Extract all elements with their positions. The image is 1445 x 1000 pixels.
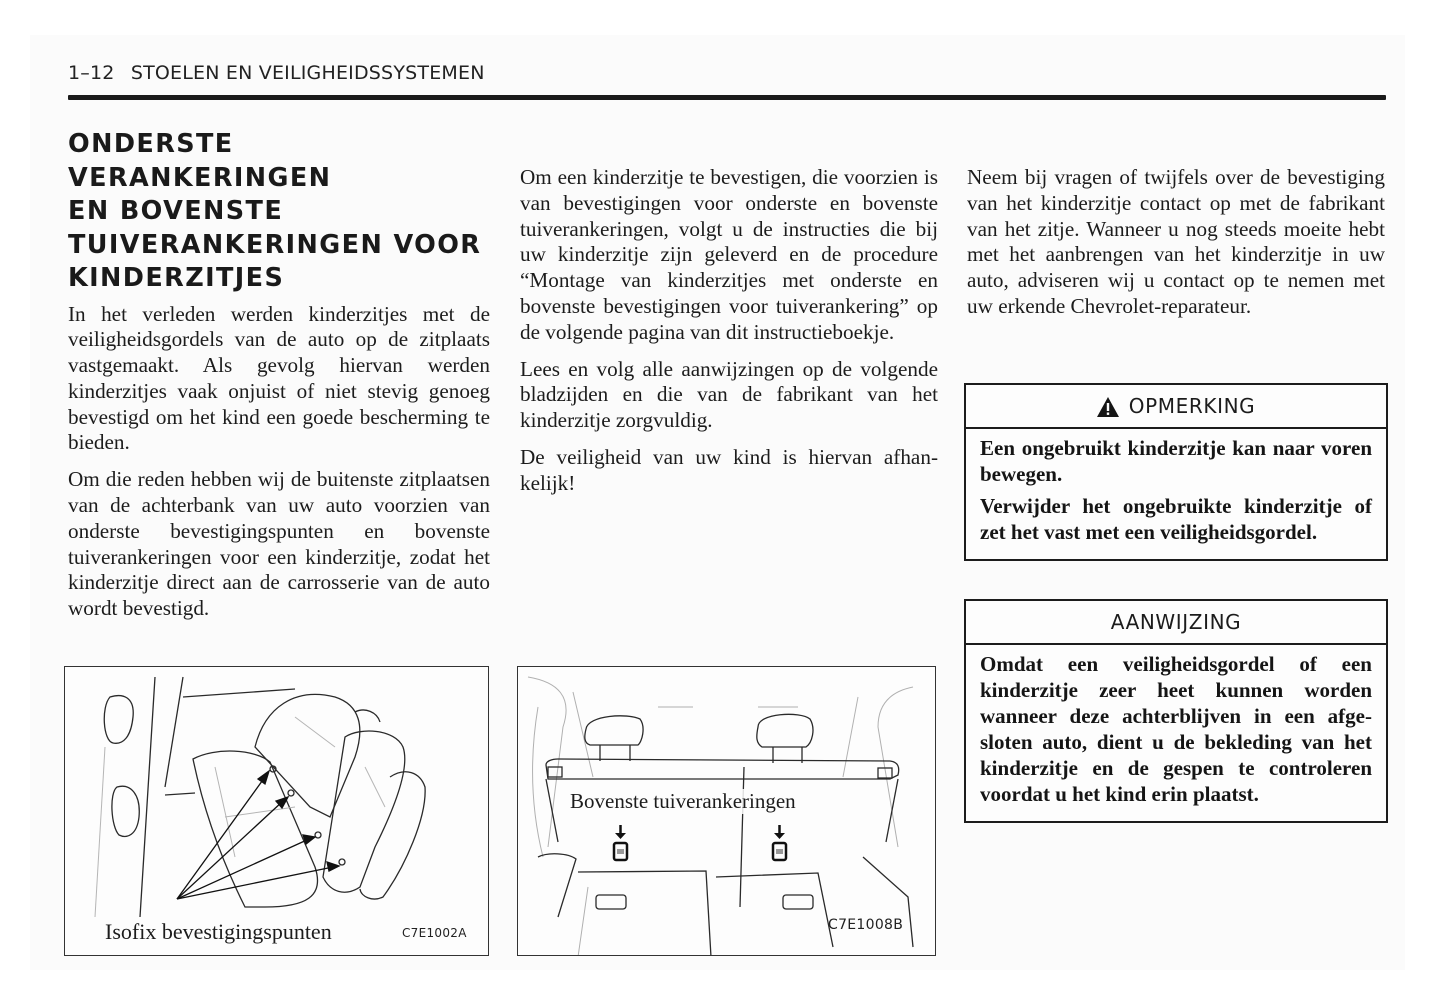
note-paragraph: Verwijder het ongebruikte kinderzitje of zet het vast met een veiligheidsgordel. (980, 494, 1372, 544)
paragraph: De veiligheid van uw kind is hiervan afhankelijk! (520, 444, 938, 495)
header-rule (68, 95, 1386, 100)
figure-top-tether (517, 666, 936, 956)
figure-isofix (64, 666, 489, 956)
column-2 (520, 165, 938, 508)
tip-paragraph: Omdat een veiligheidsgordel of een kinderzitje zeer heet kunnen worden wanneer deze achterblijven in een afgesloten auto, dient u de bekleding van het kinderzitje en de gespen te controleren voordat u het kind erin plaatst. (980, 652, 1372, 806)
tip-box-body (966, 645, 1386, 821)
tip-box-heading: AANWIJZING (1110, 610, 1242, 634)
section-title-line: KINDERZITJES (68, 263, 285, 293)
paragraph: Om die reden hebben wij de buitenste zitplaatsen van de achterbank van uw auto voorzien van onderste bevestigingspunten en bovenste tuiverankeringen voor een kinderzitje, zodat het kinderzitje direct aan de carrosserie van de auto wordt bevestigd. (68, 467, 490, 621)
paragraph: In het verleden werden kinderzitjes met de veiligheidsgordels van de auto op de zitplaats vastgemaakt. Als gevolg hiervan werden kinderzitjes vaak onjuist of niet stevig genoeg bevestigd om het kind een goede bescherming te bieden. (68, 301, 490, 455)
paragraph: Lees en volg alle aanwijzingen op de volgende bladzijden en die van de fabrikant van het kinderzitje zorgvuldig. (520, 356, 938, 433)
section-title-line: TUIVERANKERINGEN VOOR (68, 229, 482, 260)
running-header (68, 62, 485, 84)
note-paragraph: Een ongebruikt kinderzitje kan naar voren bewegen. (980, 436, 1372, 486)
page-number: 1–12 (68, 62, 115, 84)
tip-box-header (966, 601, 1386, 645)
section-title-line: EN BOVENSTE (68, 196, 284, 226)
note-box-header (966, 385, 1386, 429)
column-3 (967, 165, 1385, 331)
paragraph: Om een kinderzitje te bevestigen, die voorzien is van bevestigingen voor onderste en bovenste tuiverankeringen, volgt u de instructies die bij uw kinderzitje zijn geleverd en de procedure “Montage van kinderzitjes met onderste en bovenste bevestigingen voor tuiverankering” op de volgende pagina van dit instructieboekje. (520, 165, 938, 344)
warning-triangle-icon (1097, 397, 1119, 417)
section-title-line: ONDERSTE VERANKERINGEN (68, 129, 332, 193)
figure-code: C7E1008B (828, 917, 904, 933)
tether-anchor-left (614, 825, 627, 860)
section-title (68, 128, 490, 296)
tip-box (964, 599, 1388, 823)
note-box-body (966, 429, 1386, 559)
paragraph: Neem bij vragen of twijfels over de bevestiging van het kinderzitje contact op met de fabrikant van het zitje. Wanneer u nog steeds moeite hebt met het aanbrengen van het kinderzitje in uw auto, adviseren wij u contact op te nemen met uw erkende Chevrolet-reparateur. (967, 165, 1385, 318)
note-box-heading: OPMERKING (1128, 394, 1256, 418)
figure-caption: Bovenste tuiverankeringen (570, 789, 796, 813)
chapter-title: STOELEN EN VEILIGHEIDSSYSTEMEN (130, 62, 485, 84)
figure-caption: Isofix bevestigingspunten (105, 919, 332, 944)
column-1 (68, 128, 490, 633)
tether-anchor-right (773, 825, 786, 860)
rear-seat-illustration (65, 667, 488, 955)
figure-code: C7E1002A (402, 926, 467, 940)
note-box (964, 383, 1388, 561)
